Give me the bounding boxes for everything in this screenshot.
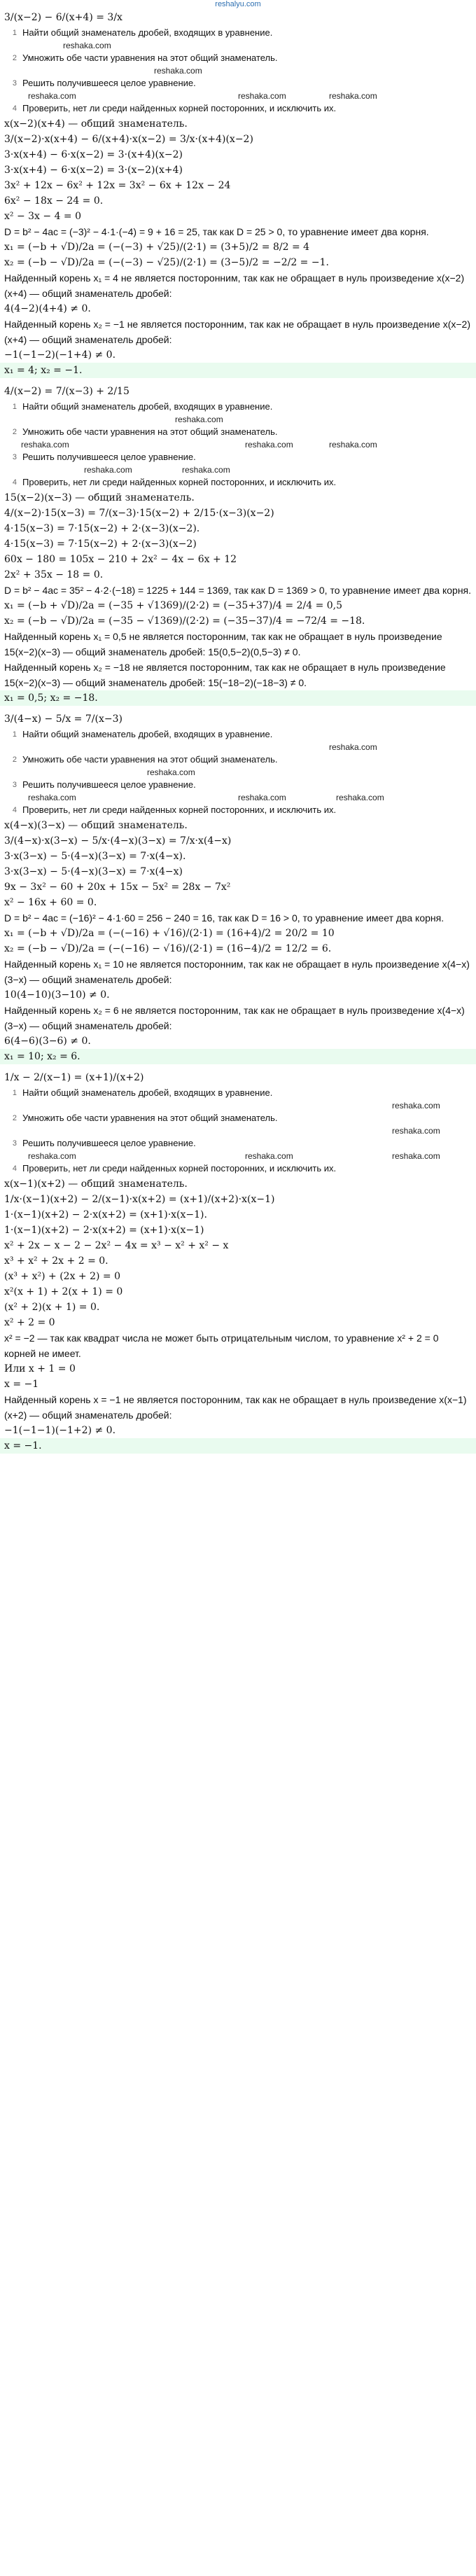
step-number: 4 bbox=[12, 478, 17, 487]
step-number: 2 bbox=[12, 1114, 17, 1122]
line: Найденный корень x₂ = −1 не является посторонним, так как не обращает в нуль произведение x(x−2)(x+4) — общий знаменатель дробей: bbox=[4, 319, 470, 345]
step-text: Найти общий знаменатель дробей, входящих в уравнение. bbox=[22, 729, 273, 739]
step-number: 4 bbox=[12, 104, 17, 113]
watermark-row bbox=[0, 91, 476, 101]
line: 60x − 180 = 105x − 210 + 2x² − 4x − 6x + 12 bbox=[4, 554, 237, 565]
line: x(x−2)(x+4) — общий знаменатель. bbox=[4, 118, 188, 130]
line: Найденный корень x₁ = 10 не является посторонним, так как не обращает в нуль произведение x(4−x)(3−x) — общий знаменатель дробей: bbox=[4, 959, 470, 985]
line: D = b² − 4ac = 35² − 4·2·(−18) = 1225 + 144 = 1369, так как D = 1369 > 0, то уравнение имеет два корня. bbox=[4, 585, 472, 596]
step-number: 1 bbox=[12, 403, 17, 411]
line: 15(x−2)(x−3) — общий знаменатель. bbox=[4, 492, 195, 503]
step-4 bbox=[0, 475, 476, 490]
line: x(x−1)(x+2) — общий знаменатель. bbox=[4, 1178, 188, 1190]
watermark: reshaka.com bbox=[182, 465, 230, 475]
watermark: reshaka.com bbox=[329, 440, 377, 450]
line: x₂ = (−b − √D)/2a = (−35 − √1369)/(2·2) = (−35−37)/4 = −72/4 = −18. bbox=[4, 615, 365, 627]
line: 3·x(3−x) − 5·(4−x)(3−x) = 7·x(4−x) bbox=[4, 866, 183, 877]
step-1 bbox=[0, 727, 476, 742]
watermark: reshaka.com bbox=[245, 1151, 293, 1161]
step-4 bbox=[0, 802, 476, 818]
section-2-equation: 4/(x−2) = 7/(x−3) + 2/15 bbox=[4, 386, 130, 397]
watermark: reshaka.com bbox=[329, 742, 377, 752]
step-number: 1 bbox=[12, 1089, 17, 1097]
step-text: Найти общий знаменатель дробей, входящих в уравнение. bbox=[22, 1087, 273, 1098]
line: 4·15(x−3) = 7·15(x−2) + 2·(x−3)(x−2) bbox=[4, 538, 197, 550]
line: 1·(x−1)(x+2) − 2·x(x+2) = (x+1)·x(x−1) bbox=[4, 1225, 204, 1236]
step-3 bbox=[0, 76, 476, 91]
watermark: reshaka.com bbox=[392, 1101, 440, 1111]
line: 3x² + 12x − 6x² + 12x = 3x² − 6x + 12x − 24 bbox=[4, 180, 231, 191]
step-3 bbox=[0, 1136, 476, 1151]
step-text: Умножить обе части уравнения на этот общий знаменатель. bbox=[22, 426, 278, 437]
section-4-equation: 1/x − 2/(x−1) = (x+1)/(x+2) bbox=[4, 1072, 144, 1083]
line: x₂ = (−b − √D)/2a = (−(−3) − √25)/(2·1) = (3−5)/2 = −2/2 = −1. bbox=[4, 257, 329, 268]
watermark: reshaka.com bbox=[336, 793, 384, 802]
solution-section-3 bbox=[0, 710, 476, 1068]
line: D = b² − 4ac = (−3)² − 4·1·(−4) = 9 + 16 = 25, так как D = 25 > 0, то уравнение имеет два корня. bbox=[4, 226, 429, 237]
step-text: Решить получившееся целое уравнение. bbox=[22, 78, 196, 88]
watermark-row bbox=[0, 742, 476, 752]
watermark-row bbox=[0, 767, 476, 777]
watermark: reshaka.com bbox=[245, 440, 293, 450]
site-header bbox=[0, 0, 476, 8]
line: −1(−1−2)(−1+4) ≠ 0. bbox=[4, 349, 116, 361]
watermark: reshaka.com bbox=[84, 465, 132, 475]
line: x² + 2x − x − 2 − 2x² − 4x = x³ − x² + x² − x bbox=[4, 1240, 229, 1251]
line: Или x + 1 = 0 bbox=[4, 1363, 76, 1374]
step-2 bbox=[0, 752, 476, 767]
line: Найденный корень x = −1 не является посторонним, так как не обращает в нуль произведение x(x−1)(x+2) — общий знаменатель дробей: bbox=[4, 1394, 467, 1421]
line: 4·15(x−3) = 7·15(x−2) + 2·(x−3)(x−2). bbox=[4, 523, 200, 534]
line: x² − 16x + 60 = 0. bbox=[4, 897, 97, 908]
line: 9x − 3x² − 60 + 20x + 15x − 5x² = 28x − 7x² bbox=[4, 882, 231, 893]
watermark: reshaka.com bbox=[238, 91, 286, 101]
line: x³ + x² + 2x + 2 = 0. bbox=[4, 1255, 108, 1267]
watermark-row bbox=[0, 465, 476, 475]
watermark: reshaka.com bbox=[21, 440, 69, 450]
watermark-row bbox=[0, 41, 476, 50]
step-number: 3 bbox=[12, 1139, 17, 1148]
step-number: 4 bbox=[12, 1164, 17, 1173]
line: x = −1 bbox=[4, 1379, 39, 1390]
section-1-equation: 3/(x−2) − 6/(x+4) = 3/x bbox=[4, 12, 122, 23]
watermark: reshaka.com bbox=[28, 1151, 76, 1161]
watermark-row bbox=[0, 1101, 476, 1111]
step-text: Найти общий знаменатель дробей, входящих в уравнение. bbox=[22, 401, 273, 412]
line: Найденный корень x₁ = 4 не является посторонним, так как не обращает в нуль произведение x(x−2)(x+4) — общий знаменатель дробей: bbox=[4, 272, 465, 299]
line: 2x² + 35x − 18 = 0. bbox=[4, 569, 104, 580]
line: 6(4−6)(3−6) ≠ 0. bbox=[4, 1036, 91, 1047]
step-number: 2 bbox=[12, 756, 17, 764]
step-2 bbox=[0, 1111, 476, 1126]
solution-section-1 bbox=[0, 8, 476, 382]
step-number: 2 bbox=[12, 54, 17, 62]
line: x²(x + 1) + 2(x + 1) = 0 bbox=[4, 1286, 123, 1297]
step-4 bbox=[0, 101, 476, 116]
line: 3·x(3−x) − 5·(4−x)(3−x) = 7·x(4−x). bbox=[4, 851, 186, 862]
step-text: Умножить обе части уравнения на этот общий знаменатель. bbox=[22, 754, 278, 765]
answer: x₁ = 0,5; x₂ = −18. bbox=[0, 690, 476, 706]
step-text: Решить получившееся целое уравнение. bbox=[22, 1138, 196, 1148]
line: Найденный корень x₂ = −18 не является посторонним, так как не обращает в нуль произведение 15(x−2)(x−3) — общий знаменатель дробей: 15(−18−2)(−18−3) ≠ 0. bbox=[4, 662, 446, 688]
step-number: 1 bbox=[12, 730, 17, 739]
line: 4/(x−2)·15(x−3) = 7/(x−3)·15(x−2) + 2/15·(x−3)(x−2) bbox=[4, 508, 274, 519]
step-1 bbox=[0, 1085, 476, 1101]
line: 3·x(x+4) − 6·x(x−2) = 3·(x−2)(x+4) bbox=[4, 165, 183, 176]
solution-section-4 bbox=[0, 1068, 476, 1458]
line: x² − 3x − 4 = 0 bbox=[4, 211, 82, 222]
answer: x = −1. bbox=[0, 1438, 476, 1454]
answer: x₁ = 10; x₂ = 6. bbox=[0, 1049, 476, 1064]
line: (x³ + x²) + (2x + 2) = 0 bbox=[4, 1271, 121, 1282]
step-number: 4 bbox=[12, 806, 17, 814]
line: x₂ = (−b − √D)/2a = (−(−16) − √16)/(2·1) = (16−4)/2 = 12/2 = 6. bbox=[4, 943, 332, 954]
line: −1(−1−1)(−1+2) ≠ 0. bbox=[4, 1425, 116, 1436]
watermark-row bbox=[0, 440, 476, 450]
step-number: 3 bbox=[12, 79, 17, 88]
watermark-row bbox=[0, 66, 476, 76]
step-3 bbox=[0, 450, 476, 465]
step-text: Проверить, нет ли среди найденных корней посторонних, и исключить их. bbox=[22, 103, 337, 113]
step-text: Умножить обе части уравнения на этот общий знаменатель. bbox=[22, 53, 278, 63]
line: x² + 2 = 0 bbox=[4, 1317, 55, 1328]
line: D = b² − 4ac = (−16)² − 4·1·60 = 256 − 240 = 16, так как D = 16 > 0, то уравнение имеет два корня. bbox=[4, 912, 444, 924]
watermark: reshaka.com bbox=[28, 91, 76, 101]
step-2 bbox=[0, 424, 476, 440]
step-3 bbox=[0, 777, 476, 793]
line: 1/x·(x−1)(x+2) − 2/(x−1)·x(x+2) = (x+1)/(x+2)·x(x−1) bbox=[4, 1194, 275, 1205]
step-number: 2 bbox=[12, 428, 17, 436]
line: (x² + 2)(x + 1) = 0. bbox=[4, 1302, 100, 1313]
step-text: Проверить, нет ли среди найденных корней посторонних, и исключить их. bbox=[22, 1163, 337, 1174]
line: x(4−x)(3−x) — общий знаменатель. bbox=[4, 820, 188, 831]
watermark: reshaka.com bbox=[238, 793, 286, 802]
section-3-equation: 3/(4−x) − 5/x = 7/(x−3) bbox=[4, 713, 122, 725]
line: 3/(x−2)·x(x+4) − 6/(x+4)·x(x−2) = 3/x·(x+4)(x−2) bbox=[4, 134, 253, 145]
step-number: 3 bbox=[12, 781, 17, 789]
watermark: reshaka.com bbox=[329, 91, 377, 101]
step-1 bbox=[0, 399, 476, 415]
watermark: reshaka.com bbox=[147, 767, 195, 777]
step-1 bbox=[0, 25, 476, 41]
step-4 bbox=[0, 1161, 476, 1176]
step-text: Проверить, нет ли среди найденных корней посторонних, и исключить их. bbox=[22, 805, 337, 815]
line: 3·x(x+4) − 6·x(x−2) = 3·(x+4)(x−2) bbox=[4, 149, 183, 160]
line: x₁ = (−b + √D)/2a = (−(−16) + √16)/(2·1) = (16+4)/2 = 20/2 = 10 bbox=[4, 928, 335, 939]
watermark: reshaka.com bbox=[392, 1126, 440, 1136]
line: x₁ = (−b + √D)/2a = (−(−3) + √25)/(2·1) = (3+5)/2 = 8/2 = 4 bbox=[4, 242, 310, 253]
solution-section-2 bbox=[0, 382, 476, 710]
step-2 bbox=[0, 50, 476, 66]
watermark: reshaka.com bbox=[392, 1151, 440, 1161]
step-text: Решить получившееся целое уравнение. bbox=[22, 779, 196, 790]
line: 10(4−10)(3−10) ≠ 0. bbox=[4, 989, 110, 1001]
step-text: Проверить, нет ли среди найденных корней посторонних, и исключить их. bbox=[22, 477, 337, 487]
line: Найденный корень x₁ = 0,5 не является посторонним, так как не обращает в нуль произведение 15(x−2)(x−3) — общий знаменатель дробей: 15(0,5−2)(0,5−3) ≠ 0. bbox=[4, 631, 442, 657]
watermark-row bbox=[0, 1151, 476, 1161]
line: x² = −2 — так как квадрат числа не может быть отрицательным числом, то уравнение x² + 2 = 0 корней не имеет. bbox=[4, 1332, 439, 1359]
step-text: Умножить обе части уравнения на этот общий знаменатель. bbox=[22, 1113, 278, 1123]
line: 1·(x−1)(x+2) − 2·x(x+2) = (x+1)·x(x−1). bbox=[4, 1209, 207, 1220]
watermark-row bbox=[0, 793, 476, 802]
line: Найденный корень x₂ = 6 не является посторонним, так как не обращает в нуль произведение x(4−x)(3−x) — общий знаменатель дробей: bbox=[4, 1005, 465, 1031]
watermark: reshaka.com bbox=[63, 41, 111, 50]
watermark-row bbox=[0, 1126, 476, 1136]
watermark: reshaka.com bbox=[154, 66, 202, 76]
watermark: reshaka.com bbox=[175, 415, 223, 424]
line: 3/(4−x)·x(3−x) − 5/x·(4−x)(3−x) = 7/x·x(4−x) bbox=[4, 835, 232, 847]
step-number: 1 bbox=[12, 29, 17, 37]
step-number: 3 bbox=[12, 453, 17, 461]
step-text: Решить получившееся целое уравнение. bbox=[22, 452, 196, 462]
line: 6x² − 18x − 24 = 0. bbox=[4, 195, 104, 207]
step-text: Найти общий знаменатель дробей, входящих в уравнение. bbox=[22, 27, 273, 38]
site-name[interactable]: reshalyu.com bbox=[215, 0, 261, 8]
watermark-row bbox=[0, 415, 476, 424]
answer: x₁ = 4; x₂ = −1. bbox=[0, 363, 476, 378]
line: 4(4−2)(4+4) ≠ 0. bbox=[4, 303, 91, 314]
watermark: reshaka.com bbox=[28, 793, 76, 802]
line: x₁ = (−b + √D)/2a = (−35 + √1369)/(2·2) = (−35+37)/4 = 2/4 = 0,5 bbox=[4, 600, 343, 611]
